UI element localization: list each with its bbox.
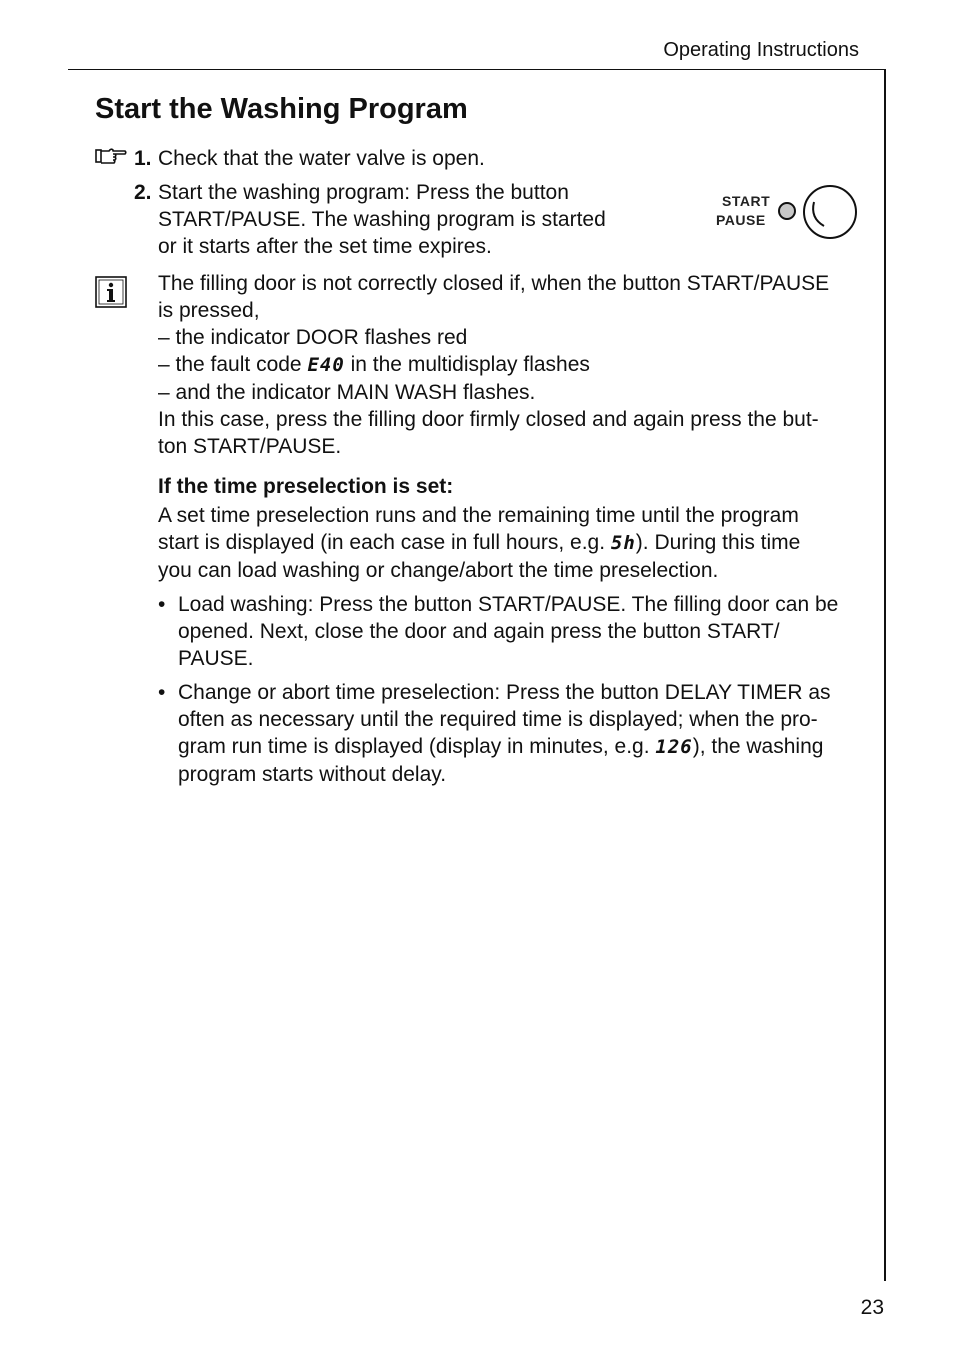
bullet-load-washing: [158, 591, 863, 672]
section-subheading: If the time preselection is set:: [158, 475, 454, 498]
preselection-section: [158, 473, 863, 788]
step-number: 1.: [134, 147, 152, 170]
paragraph-line: you can load washing or change/abort the time preselection.: [158, 559, 719, 582]
bullet-line: often as necessary until the required time is displayed; when the pro-: [178, 708, 818, 731]
start-label: START: [722, 193, 771, 209]
info-line: – the indicator DOOR flashes red: [158, 326, 468, 349]
bullet-line: Load washing: Press the button START/PAUSE. The filling door can be: [178, 593, 839, 616]
bullet-line: PAUSE.: [178, 647, 254, 670]
page-number: 23: [860, 1296, 884, 1319]
pause-label: PAUSE: [716, 212, 766, 228]
bullet-dot: •: [158, 681, 166, 704]
bullet-text: ), the washing: [692, 735, 824, 758]
margin-rule: [884, 69, 886, 1281]
info-text: in the multidisplay flashes: [344, 353, 590, 376]
info-text: – the fault code: [158, 353, 308, 376]
step-text: [158, 179, 606, 260]
info-line: is pressed,: [158, 299, 260, 322]
header-rule: [68, 69, 886, 70]
bullet-line: Change or abort time preselection: Press the button DELAY TIMER as: [178, 681, 831, 704]
info-line: In this case, press the filling door firmly closed and again press the but-: [158, 408, 819, 431]
bullet-line: [178, 733, 863, 761]
paragraph-text: ). During this time: [635, 531, 801, 554]
paragraph-text: start is displayed (in each case in full hours, e.g.: [158, 531, 611, 554]
step-line: or it starts after the set time expires.: [158, 235, 492, 258]
bullet-dot: •: [158, 593, 166, 616]
fault-code-display: E40: [307, 354, 345, 376]
info-line: The filling door is not correctly closed if, when the button START/PAUSE: [158, 272, 830, 295]
bullet-change-preselection: [158, 679, 863, 788]
info-line: – and the indicator MAIN WASH flashes.: [158, 381, 536, 404]
bullet-line: program starts without delay.: [178, 763, 447, 786]
paragraph-line: [158, 529, 863, 557]
start-pause-button-icon: [712, 184, 862, 242]
running-header: Operating Instructions: [663, 39, 859, 61]
step-text: Check that the water valve is open.: [158, 147, 485, 170]
pointing-hand-icon: [95, 146, 127, 166]
bullet-text: gram run time is displayed (display in minutes, e.g.: [178, 735, 656, 758]
step-line: START/PAUSE. The washing program is started: [158, 208, 606, 231]
start-pause-illustration: [712, 184, 862, 242]
page-title: Start the Washing Program: [95, 93, 468, 125]
hours-display: 5h: [610, 532, 636, 554]
bullet-line: opened. Next, close the door and again press the button START/: [178, 620, 780, 643]
info-line: ton START/PAUSE.: [158, 435, 342, 458]
info-icon: [95, 276, 127, 308]
minutes-display: 126: [655, 736, 693, 758]
paragraph-line: A set time preselection runs and the remaining time until the program: [158, 504, 799, 527]
info-paragraph: [158, 270, 863, 460]
step-line: Start the washing program: Press the button: [158, 181, 569, 204]
step-number: 2.: [134, 181, 152, 204]
info-line: [158, 351, 863, 379]
